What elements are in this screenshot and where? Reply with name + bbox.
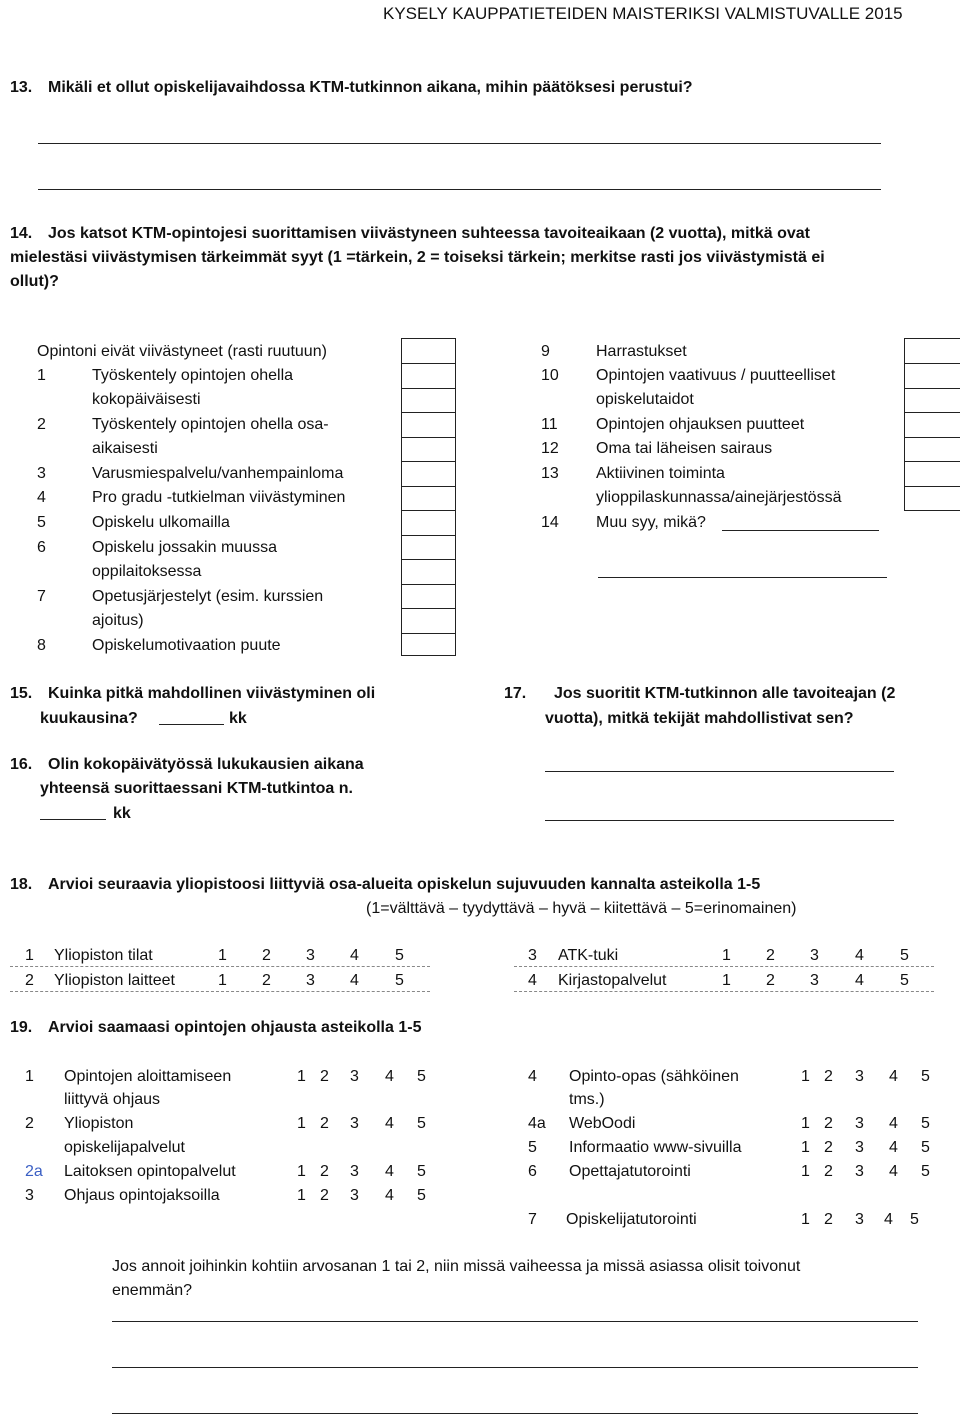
q14-rank-box-10b[interactable]: [904, 388, 960, 413]
q16-months-input[interactable]: [40, 819, 106, 820]
rating-option[interactable]: 2: [824, 1163, 833, 1180]
rating-option[interactable]: 5: [921, 1139, 930, 1156]
rating-option[interactable]: 1: [297, 1115, 306, 1132]
rating-option[interactable]: 5: [417, 1068, 426, 1085]
rating-option[interactable]: 4: [855, 947, 864, 964]
q14-left-label: Opiskelu ulkomailla: [92, 514, 230, 531]
q14-left-label: Opetusjärjestelyt (esim. kurssien: [92, 588, 324, 605]
q14-rank-box-7[interactable]: [401, 584, 456, 609]
rating-option[interactable]: 4: [889, 1163, 898, 1180]
rating-option[interactable]: 3: [350, 1068, 359, 1085]
q14-rank-box-11[interactable]: [904, 412, 960, 438]
q14-right-num: 13: [541, 465, 559, 482]
q14-left-label-cont: oppilaitoksessa: [92, 563, 202, 580]
q17-text-line1: Jos suoritit KTM-tutkinnon alle tavoiteajan (2: [554, 685, 896, 702]
q14-left-label-cont: ajoitus): [92, 612, 144, 629]
q14-other-reason-line-2[interactable]: [598, 577, 887, 578]
q14-rank-box-9[interactable]: [904, 338, 960, 364]
q19-item-label: Opinto-opas (sähköinen: [569, 1068, 739, 1085]
rating-option[interactable]: 2: [262, 972, 271, 989]
q18-row-divider: [514, 966, 934, 967]
q14-right-label: Harrastukset: [596, 343, 687, 360]
q18-item-label: Kirjastopalvelut: [558, 972, 667, 989]
q14-left-num: 7: [37, 588, 46, 605]
q17-answer-line-1[interactable]: [545, 771, 894, 772]
rating-option[interactable]: 1: [297, 1068, 306, 1085]
q19-item-num: 7: [528, 1211, 537, 1228]
q14-left-label: Varusmiespalvelu/vanhempainloma: [92, 465, 344, 482]
q15-text-line2: kuukausina?: [40, 710, 138, 727]
rating-option[interactable]: 5: [921, 1115, 930, 1132]
q15-number: 15.: [10, 685, 33, 702]
q14-rank-box-6[interactable]: [401, 535, 456, 560]
rating-option[interactable]: 1: [722, 947, 731, 964]
q14-rank-box-7b[interactable]: [401, 608, 456, 634]
q17-text-line2: vuotta), mitkä tekijät mahdollistivat sen?: [545, 710, 854, 727]
rating-option[interactable]: 2: [320, 1163, 329, 1180]
q18-item-num: 1: [25, 947, 34, 964]
q14-right-label: Muu syy, mikä?: [596, 514, 706, 531]
q19-item-label: Opettajatutorointi: [569, 1163, 691, 1180]
q14-rank-box-12[interactable]: [904, 437, 960, 462]
q19-item-label: Ohjaus opintojaksoilla: [64, 1187, 220, 1204]
rating-option[interactable]: 5: [417, 1187, 426, 1204]
q14-left-label: Opiskelu jossakin muussa: [92, 539, 277, 556]
rating-option[interactable]: 4: [385, 1115, 394, 1132]
q18-item-label: ATK-tuki: [558, 947, 619, 964]
rating-option[interactable]: 5: [921, 1163, 930, 1180]
q16-text-line2: yhteensä suorittaessani KTM-tutkintoa n.: [40, 780, 353, 797]
q15-unit: kk: [229, 710, 247, 727]
rating-option[interactable]: 4: [884, 1211, 893, 1228]
q18-text: Arvioi seuraavia yliopistoosi liittyviä osa-alueita opiskelun sujuvuuden kannalta asteikolla 1-5: [48, 876, 761, 893]
q19-number: 19.: [10, 1019, 33, 1036]
q14-right-label: Aktiivinen toiminta: [596, 465, 725, 482]
rating-option[interactable]: 5: [417, 1115, 426, 1132]
q14-right-num: 10: [541, 367, 559, 384]
q14-text-line3: ollut)?: [10, 273, 59, 290]
rating-option[interactable]: 2: [262, 947, 271, 964]
q14-rank-box-5[interactable]: [401, 510, 456, 536]
q19-followup-text-line2: enemmän?: [112, 1282, 193, 1299]
rating-option[interactable]: 5: [921, 1068, 930, 1085]
q17-answer-line-2[interactable]: [545, 820, 894, 821]
rating-option[interactable]: 3: [350, 1115, 359, 1132]
q18-number: 18.: [10, 876, 33, 893]
q19-followup-line-2[interactable]: [112, 1367, 918, 1368]
q19-item-label: Informaatio www-sivuilla: [569, 1139, 742, 1156]
q14-rank-box-1b[interactable]: [401, 388, 456, 413]
q14-left-num: 1: [37, 367, 46, 384]
q14-rank-box-13[interactable]: [904, 461, 960, 487]
q19-item-num: 2: [25, 1115, 34, 1132]
q13-answer-line-2[interactable]: [38, 189, 881, 190]
rating-option[interactable]: 2: [320, 1115, 329, 1132]
q14-left-num: 2: [37, 416, 46, 433]
q19-item-num: 1: [25, 1068, 34, 1085]
q14-right-label: Opintojen vaativuus / puutteelliset: [596, 367, 836, 384]
q14-rank-box-2b[interactable]: [401, 437, 456, 462]
q14-rank-box-3[interactable]: [401, 461, 456, 487]
q14-right-label-cont: opiskelutaidot: [596, 391, 694, 408]
rating-option[interactable]: 5: [417, 1163, 426, 1180]
q19-text: Arvioi saamaasi opintojen ohjausta asteikolla 1-5: [48, 1019, 422, 1036]
q19-item-label-cont: liittyvä ohjaus: [64, 1091, 161, 1108]
q14-right-num: 14: [541, 514, 559, 531]
rating-option[interactable]: 4: [889, 1115, 898, 1132]
q14-right-label-cont: ylioppilaskunnassa/ainejärjestössä: [596, 489, 842, 506]
q14-rank-box-1[interactable]: [401, 363, 456, 389]
rating-option[interactable]: 3: [306, 972, 315, 989]
q14-text-line1: Jos katsot KTM-opintojesi suorittamisen viivästyneen suhteessa tavoiteaikaan (2 vuotta), mitkä ovat: [48, 225, 810, 242]
rating-option[interactable]: 4: [350, 972, 359, 989]
rating-option[interactable]: 1: [722, 972, 731, 989]
q14-rank-box-8[interactable]: [401, 633, 456, 656]
q16-text-line1: Olin kokopäivätyössä lukukausien aikana: [48, 756, 364, 773]
rating-option[interactable]: 2: [766, 972, 775, 989]
q14-left-label: Pro gradu -tutkielman viivästyminen: [92, 489, 346, 506]
q14-left-label-cont: kokopäiväisesti: [92, 391, 201, 408]
q18-item-num: 3: [528, 947, 537, 964]
q18-item-num: 4: [528, 972, 537, 989]
q14-left-num: 6: [37, 539, 46, 556]
q15-months-input[interactable]: [159, 724, 224, 725]
q14-rank-box-13b[interactable]: [904, 486, 960, 511]
rating-option[interactable]: 5: [900, 947, 909, 964]
rating-option[interactable]: 3: [855, 1163, 864, 1180]
rating-option[interactable]: 1: [801, 1068, 810, 1085]
q14-right-num: 12: [541, 440, 559, 457]
q14-left-label-cont: aikaisesti: [92, 440, 158, 457]
q14-rank-box-2[interactable]: [401, 412, 456, 438]
rating-option[interactable]: 4: [889, 1068, 898, 1085]
rating-option[interactable]: 4: [385, 1163, 394, 1180]
q14-left-num: 5: [37, 514, 46, 531]
q14-rank-box-6b[interactable]: [401, 559, 456, 585]
q14-left-label: Opiskelumotivaation puute: [92, 637, 281, 654]
rating-option[interactable]: 2: [824, 1211, 833, 1228]
q19-item-label-cont: opiskelijapalvelut: [64, 1139, 185, 1156]
q14-right-label: Oma tai läheisen sairaus: [596, 440, 773, 457]
rating-option[interactable]: 4: [350, 947, 359, 964]
rating-option[interactable]: 3: [855, 1068, 864, 1085]
q19-item-label: Opintojen aloittamiseen: [64, 1068, 232, 1085]
rating-option[interactable]: 5: [900, 972, 909, 989]
rating-option[interactable]: 1: [218, 972, 227, 989]
rating-option[interactable]: 2: [320, 1068, 329, 1085]
rating-option[interactable]: 4: [385, 1068, 394, 1085]
rating-option[interactable]: 2: [824, 1068, 833, 1085]
q13-text: Mikäli et ollut opiskelijavaihdossa KTM-tutkinnon aikana, mihin päätöksesi perustui?: [48, 79, 693, 96]
q19-item-num: 3: [25, 1187, 34, 1204]
q14-left-num: 8: [37, 637, 46, 654]
rating-option[interactable]: 3: [350, 1187, 359, 1204]
rating-option[interactable]: 4: [889, 1139, 898, 1156]
rating-option[interactable]: 3: [810, 947, 819, 964]
q13-answer-line-1[interactable]: [38, 143, 881, 144]
q19-item-num: 4: [528, 1068, 537, 1085]
rating-option[interactable]: 1: [801, 1211, 810, 1228]
rating-option[interactable]: 4: [385, 1187, 394, 1204]
q14-left-num: 4: [37, 489, 46, 506]
rating-option[interactable]: 2: [824, 1115, 833, 1132]
q19-item-label: Laitoksen opintopalvelut: [64, 1163, 236, 1180]
q14-rank-box-10[interactable]: [904, 363, 960, 389]
rating-option[interactable]: 1: [297, 1187, 306, 1204]
q14-right-num: 11: [541, 416, 558, 433]
page-header: KYSELY KAUPPATIETEIDEN MAISTERIKSI VALMISTUVALLE 2015: [383, 4, 903, 23]
q18-row-divider: [10, 991, 430, 992]
q14-rank-box-4[interactable]: [401, 486, 456, 511]
q14-number: 14.: [10, 225, 33, 242]
q16-number: 16.: [10, 756, 33, 773]
q19-item-label: WebOodi: [569, 1115, 636, 1132]
rating-option[interactable]: 1: [801, 1163, 810, 1180]
q19-item-num: 5: [528, 1139, 537, 1156]
rating-option[interactable]: 1: [801, 1139, 810, 1156]
rating-option[interactable]: 3: [855, 1211, 864, 1228]
rating-option[interactable]: 5: [395, 947, 404, 964]
q14-text-line2: mielestäsi viivästymisen tärkeimmät syyt (1 =tärkein, 2 = toiseksi tärkein; merkitse rasti jos viivästymistä ei: [10, 249, 825, 266]
rating-option[interactable]: 3: [855, 1139, 864, 1156]
q17-number: 17.: [504, 685, 527, 702]
q18-item-label: Yliopiston tilat: [54, 947, 153, 964]
q15-text-line1: Kuinka pitkä mahdollinen viivästyminen oli: [48, 685, 376, 702]
rating-option[interactable]: 2: [320, 1187, 329, 1204]
q14-other-reason-input[interactable]: [722, 530, 879, 531]
rating-option[interactable]: 5: [395, 972, 404, 989]
q19-followup-line-1[interactable]: [112, 1321, 918, 1322]
rating-option[interactable]: 3: [810, 972, 819, 989]
q16-unit: kk: [113, 805, 131, 822]
q13-number: 13.: [10, 79, 33, 96]
q14-left-num: 3: [37, 465, 46, 482]
q19-followup-text-line1: Jos annoit joihinkin kohtiin arvosanan 1 tai 2, niin missä vaiheessa ja missä asiassa olisit toivonut: [112, 1258, 801, 1275]
q19-item-label: Yliopiston: [64, 1115, 134, 1132]
q14-right-label: Opintojen ohjauksen puutteet: [596, 416, 805, 433]
q19-item-num: 6: [528, 1163, 537, 1180]
rating-option[interactable]: 1: [297, 1163, 306, 1180]
q14-not-delayed-checkbox[interactable]: [401, 338, 456, 364]
rating-option[interactable]: 1: [801, 1115, 810, 1132]
rating-option[interactable]: 2: [824, 1139, 833, 1156]
q14-left-label: Työskentely opintojen ohella osa-: [92, 416, 329, 433]
rating-option[interactable]: 3: [306, 947, 315, 964]
rating-option[interactable]: 3: [350, 1163, 359, 1180]
rating-option[interactable]: 4: [855, 972, 864, 989]
rating-option[interactable]: 5: [910, 1211, 919, 1228]
rating-option[interactable]: 3: [855, 1115, 864, 1132]
q18-item-num: 2: [25, 972, 34, 989]
q19-item-num: 2a: [25, 1163, 43, 1180]
q18-row-divider: [514, 991, 934, 992]
q19-item-label: Opiskelijatutorointi: [566, 1211, 697, 1228]
q19-item-num: 4a: [528, 1115, 546, 1132]
q18-scale-legend: (1=välttävä – tyydyttävä – hyvä – kiitettävä – 5=erinomainen): [366, 900, 797, 917]
rating-option[interactable]: 1: [218, 947, 227, 964]
q14-not-delayed-label: Opintoni eivät viivästyneet (rasti ruutuun): [37, 343, 327, 360]
q14-right-num: 9: [541, 343, 550, 360]
q18-item-label: Yliopiston laitteet: [54, 972, 175, 989]
q14-left-label: Työskentely opintojen ohella: [92, 367, 294, 384]
q19-followup-line-3[interactable]: [112, 1413, 918, 1414]
q19-item-label-cont: tms.): [569, 1091, 605, 1108]
rating-option[interactable]: 2: [766, 947, 775, 964]
q18-row-divider: [10, 966, 430, 967]
